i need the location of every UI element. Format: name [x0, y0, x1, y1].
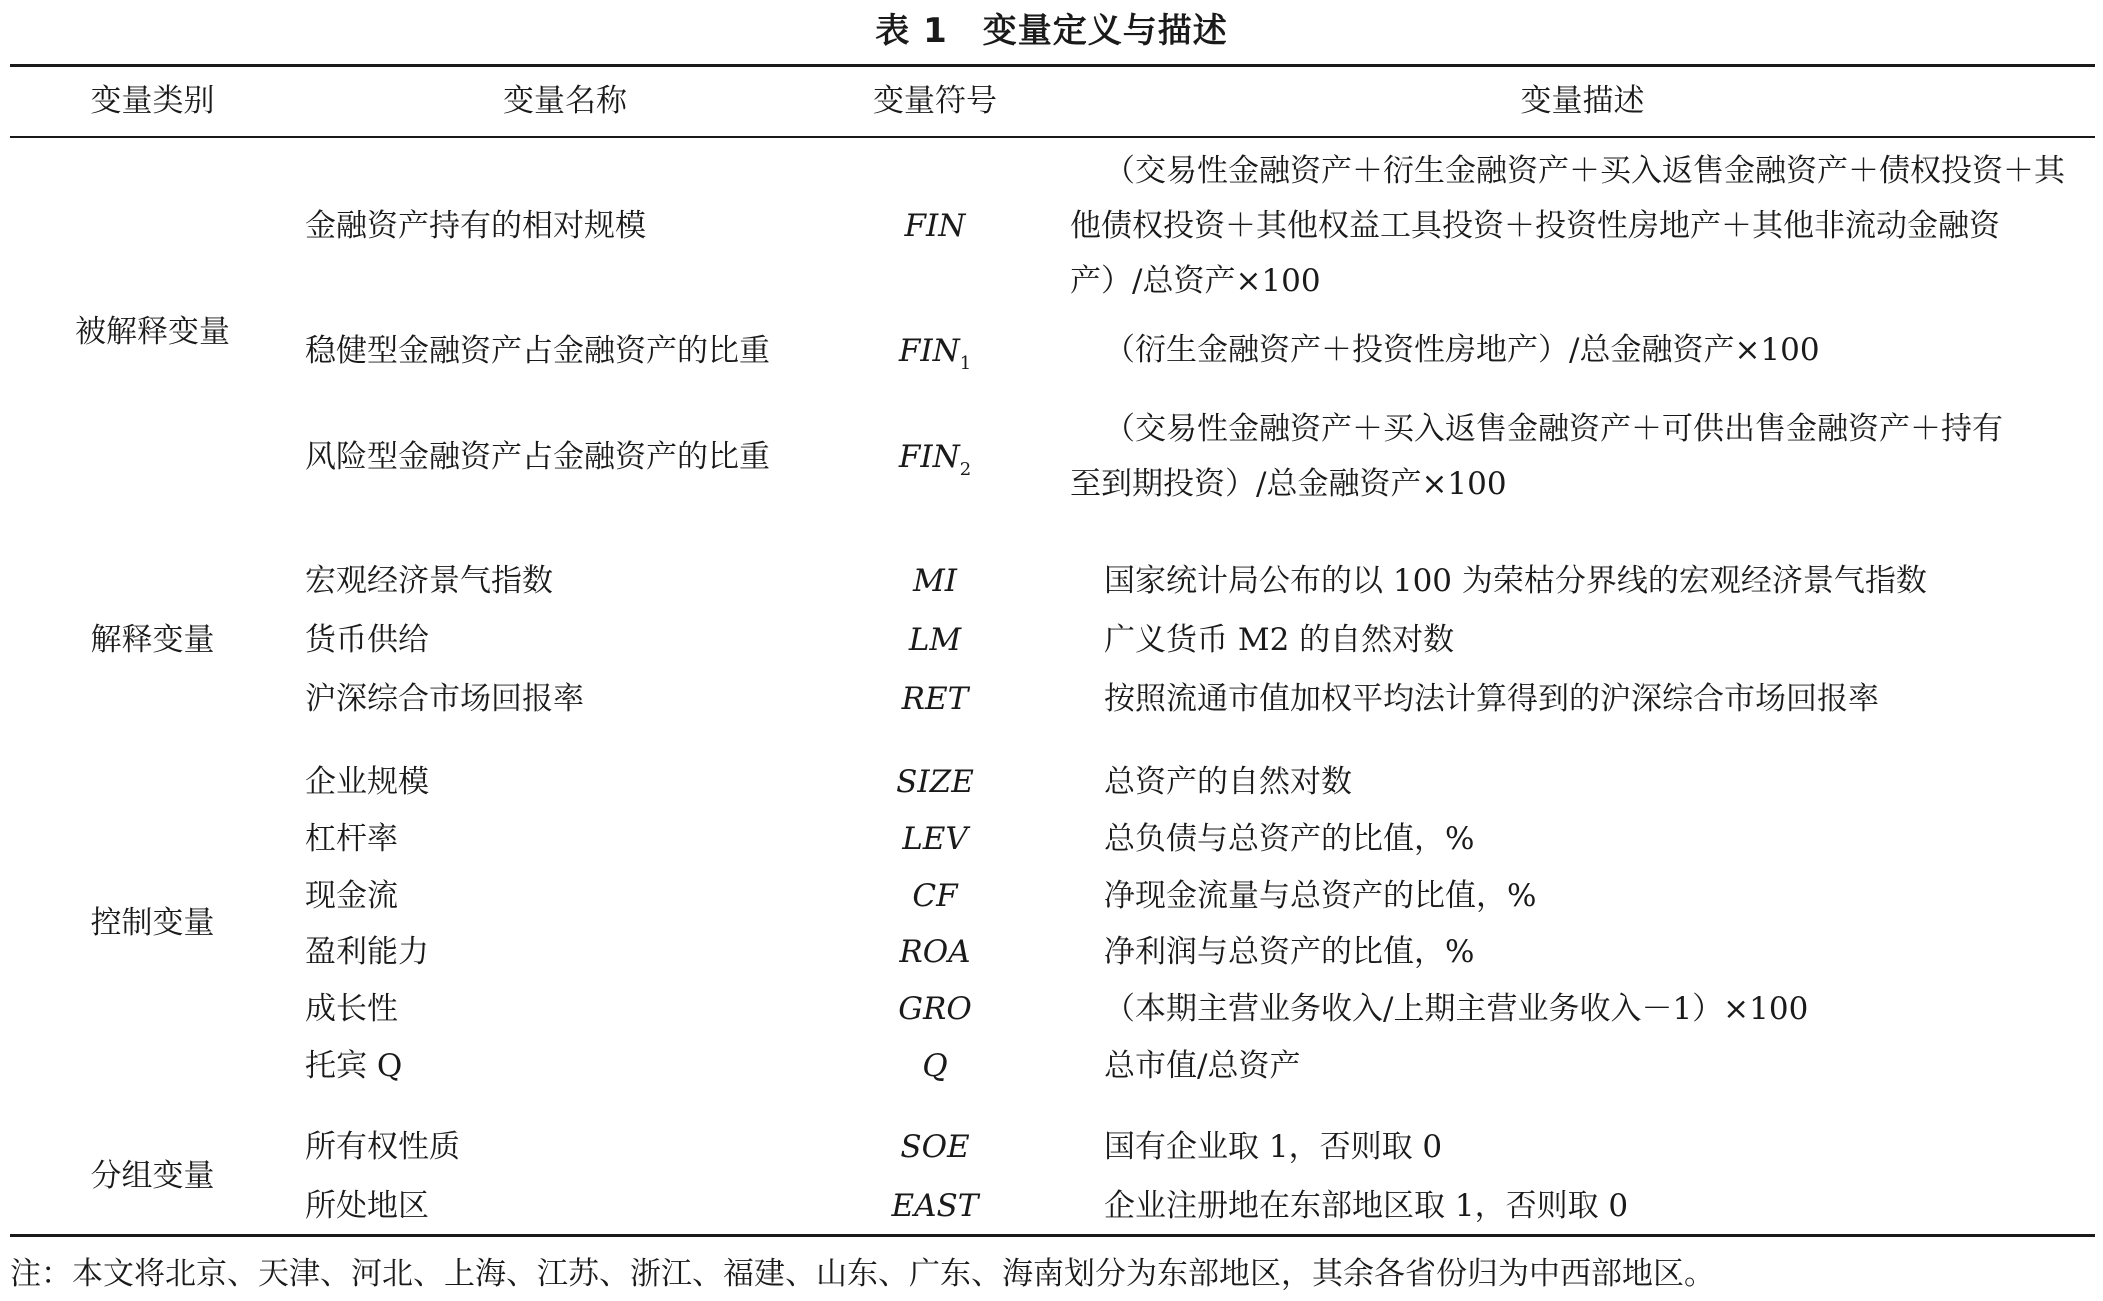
row-12-name: 所有权性质: [305, 1129, 460, 1165]
row-2-symbol: $FIN_2$: [898, 439, 972, 480]
row-0-desc-line-3: 产）/总资产×100: [1070, 263, 1321, 299]
table-title: 表 1 变量定义与描述: [875, 11, 1228, 51]
row-0-name: 金融资产持有的相对规模: [305, 208, 646, 244]
row-2-desc-line-1: （交易性金融资产＋买入返售金融资产＋可供出售金融资产＋持有: [1104, 411, 2003, 447]
row-8-name: 现金流: [305, 878, 398, 914]
row-1-description: [1070, 323, 2095, 378]
row-9-symbol: ROA: [899, 934, 971, 970]
row-1-symbol-subscript: 1: [959, 353, 972, 374]
row-0-description: [1070, 144, 2095, 309]
row-9-description: 净利润与总资产的比值，%: [1104, 934, 1475, 970]
row-4-description: 广义货币 M2 的自然对数: [1104, 622, 1455, 658]
header-category: 变量类别: [90, 83, 215, 119]
row-5-name: 沪深综合市场回报率: [305, 681, 584, 717]
row-4-name: 货币供给: [305, 622, 429, 658]
row-6-symbol: SIZE: [896, 764, 974, 800]
row-11-symbol: Q: [922, 1048, 948, 1084]
row-7-symbol: LEV: [902, 821, 968, 857]
row-1-desc-line-1: （衍生金融资产＋投资性房地产）/总金融资产×100: [1104, 332, 1820, 368]
row-5-description: 按照流通市值加权平均法计算得到的沪深综合市场回报率: [1104, 681, 1879, 717]
row-8-description: 净现金流量与总资产的比值，%: [1104, 878, 1537, 914]
category-grouping: 分组变量: [90, 1158, 215, 1194]
row-0-symbol: FIN: [904, 208, 966, 244]
row-11-name: 托宾 Q: [305, 1048, 403, 1084]
row-10-name: 成长性: [305, 991, 398, 1027]
category-control: 控制变量: [90, 905, 215, 941]
row-5-symbol: RET: [901, 681, 969, 717]
row-1-symbol: $FIN_1$: [898, 333, 972, 374]
row-2-symbol-subscript: 2: [959, 459, 972, 480]
row-1-name: 稳健型金融资产占金融资产的比重: [305, 333, 770, 369]
category-explanatory: 解释变量: [90, 622, 215, 658]
table-note: 注：本文将北京、天津、河北、上海、江苏、浙江、福建、山东、广东、海南划分为东部地区，其余各省份归为中西部地区。: [10, 1256, 1715, 1292]
row-3-description: 国家统计局公布的以 100 为荣枯分界线的宏观经济景气指数: [1104, 563, 1927, 599]
row-10-symbol: GRO: [898, 991, 972, 1027]
row-12-symbol: SOE: [900, 1129, 970, 1165]
category-explained: 被解释变量: [75, 314, 230, 350]
row-7-name: 杠杆率: [305, 821, 398, 857]
row-2-description: [1070, 402, 2095, 512]
row-13-description: 企业注册地在东部地区取 1，否则取 0: [1104, 1188, 1629, 1224]
row-13-name: 所处地区: [305, 1188, 429, 1224]
header-name: 变量名称: [503, 83, 627, 119]
row-12-description: 国有企业取 1，否则取 0: [1104, 1129, 1443, 1165]
row-3-symbol: MI: [913, 563, 957, 599]
row-4-symbol: LM: [908, 622, 962, 658]
bottom-rule: [10, 1234, 2095, 1237]
row-9-name: 盈利能力: [305, 934, 429, 970]
row-2-desc-line-2: 至到期投资）/总金融资产×100: [1070, 466, 1507, 502]
row-7-description: 总负债与总资产的比值，%: [1104, 821, 1475, 857]
row-10-description: （本期主营业务收入/上期主营业务收入－1）×100: [1104, 991, 1809, 1027]
header-description: 变量描述: [1520, 83, 1645, 119]
row-11-description: 总市值/总资产: [1104, 1048, 1301, 1084]
header-symbol: 变量符号: [873, 83, 997, 119]
row-8-symbol: CF: [912, 878, 958, 914]
row-0-desc-line-2: 他债权投资＋其他权益工具投资＋投资性房地产＋其他非流动金融资: [1070, 208, 2000, 244]
row-2-name: 风险型金融资产占金融资产的比重: [305, 439, 770, 475]
row-13-symbol: EAST: [891, 1188, 979, 1224]
header-rule: [10, 136, 2095, 138]
row-6-name: 企业规模: [305, 764, 429, 800]
row-3-name: 宏观经济景气指数: [305, 563, 553, 599]
top-rule: [10, 64, 2095, 67]
row-6-description: 总资产的自然对数: [1104, 764, 1352, 800]
row-0-desc-line-1: （交易性金融资产＋衍生金融资产＋买入返售金融资产＋债权投资＋其: [1104, 153, 2065, 189]
